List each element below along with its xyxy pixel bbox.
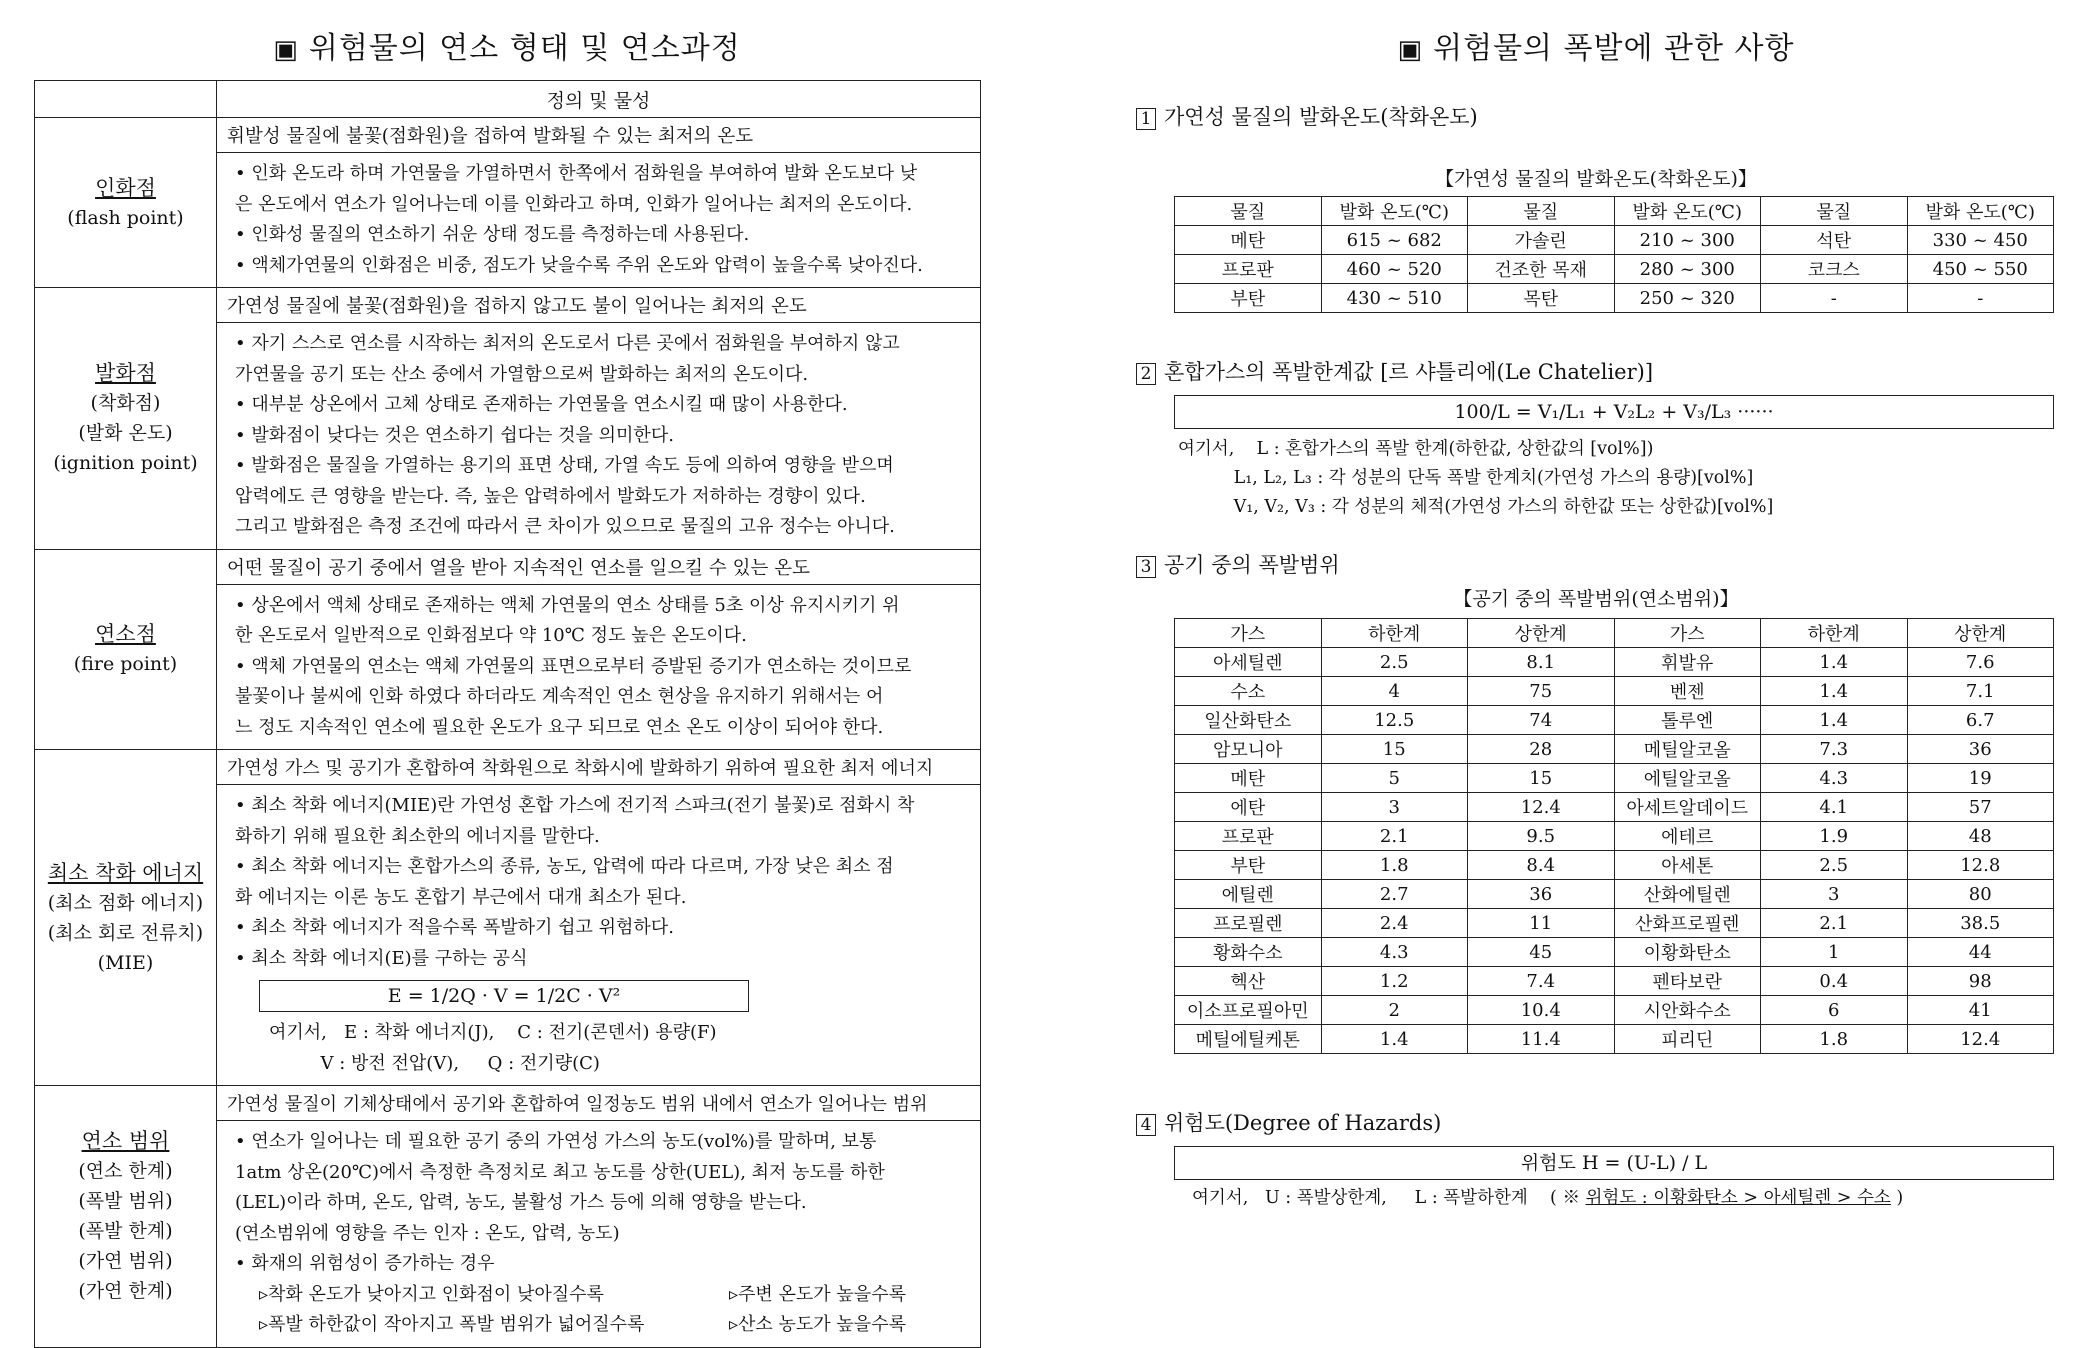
table-cell: 벤젠	[1614, 677, 1761, 706]
ignition-temp-table	[1174, 196, 2054, 313]
table-row	[1175, 822, 2054, 851]
table-row	[1175, 967, 2054, 996]
table-cell: 1.9	[1761, 822, 1908, 851]
table-cell: 4	[1321, 677, 1468, 706]
le-chatelier-formula: 100/L = V₁/L₁ + V₂L₂ + V₃/L₃ ······	[1174, 395, 2054, 429]
section-1-caption: 【가연성 물질의 발화온도(착화온도)】	[1435, 168, 1757, 190]
table-row	[1175, 909, 2054, 938]
term-ignition-point: 발화점 (착화점) (발화 온도) (ignition point)	[35, 288, 217, 550]
risk-pair-row: ▹착화 온도가 낮아지고 인화점이 낮아질수록 ▹주변 온도가 높을수록	[259, 1283, 906, 1305]
table-row: 프로판 460 ~ 520 건조한 목재 280 ~ 300 코크스 450 ~ 550	[1175, 255, 2054, 284]
table-cell: 산화프로필렌	[1614, 909, 1761, 938]
table-cell: 11.4	[1468, 1025, 1615, 1054]
table-cell: 5	[1321, 764, 1468, 793]
table-cell: 9.5	[1468, 822, 1615, 851]
table-row	[1175, 735, 2054, 764]
table-row	[1175, 648, 2054, 677]
table-cell: 2.1	[1321, 822, 1468, 851]
table-cell: 메틸알코올	[1614, 735, 1761, 764]
definition-flammable-range: 가연성 물질이 기체상태에서 공기와 혼합하여 일정농도 범위 내에서 연소가 일어나는 범위	[217, 1086, 981, 1121]
table-cell: 4.1	[1761, 793, 1908, 822]
table-cell: 산화에틸렌	[1614, 880, 1761, 909]
table-cell: 7.1	[1907, 677, 2054, 706]
table-cell: 에틸렌	[1175, 880, 1322, 909]
left-title: ▣ 위험물의 연소 형태 및 연소과정	[273, 31, 741, 66]
table-cell: 암모니아	[1175, 735, 1322, 764]
right-panel	[1136, 28, 2056, 1213]
desc-flammable-range: • 연소가 일어나는 데 필요한 공기 중의 가연성 가스의 농도(vol%)를 말하며, 보통 1atm 상온(20℃)에서 측정한 측정치로 최고 농도를 상한(UEL), 최저 농도를 하한 (LEL)이라 하며, 온도, 압력, 농도, 불활성 가스 등에 의해 영향을 받는다. (연소범위에 영향을 주는 인자 : 온도, 압력, 농도) • 화재의 위험성이 증가하는 경우 ▹착화 온도가 낮아지고 인화점이 낮아질수록 ▹주변 온도가 높을수록 ▹폭발 하한값이 작아지고 폭발 범위가 넓어질수록 ▹산소 농도가 높을수록	[217, 1121, 981, 1348]
table-cell: 이소프로필아민	[1175, 996, 1322, 1025]
combustion-table	[34, 80, 981, 1348]
risk-pair-row: ▹폭발 하한값이 작아지고 폭발 범위가 넓어질수록 ▹산소 농도가 높을수록	[259, 1314, 906, 1335]
table-cell: 1	[1761, 938, 1908, 967]
table-cell: 아세트알데이드	[1614, 793, 1761, 822]
table-cell: 12.5	[1321, 706, 1468, 735]
table-cell: 수소	[1175, 677, 1322, 706]
le-chatelier-note: L₁, L₂, L₃ : 각 성분의 단독 폭발 한계치(가연성 가스의 용량)[vol%]	[1178, 468, 1754, 488]
table-cell: 부탄	[1175, 851, 1322, 880]
table-cell: 45	[1468, 938, 1615, 967]
table-cell: 15	[1468, 764, 1615, 793]
table-cell: 98	[1907, 967, 2054, 996]
table-cell: 1.4	[1761, 677, 1908, 706]
table-cell: 8.4	[1468, 851, 1615, 880]
table-cell: 에탄	[1175, 793, 1322, 822]
table-cell: 프로판	[1175, 822, 1322, 851]
table-cell: 일산화탄소	[1175, 706, 1322, 735]
table-cell: 36	[1468, 880, 1615, 909]
table-cell: 57	[1907, 793, 2054, 822]
table-header-row: 가스 하한계 상한계 가스 하한계 상한계	[1175, 619, 2054, 648]
term-fire-point: 연소점 (fire point)	[35, 549, 217, 750]
table-cell: 10.4	[1468, 996, 1615, 1025]
table-row	[1175, 764, 2054, 793]
table-header: 정의 및 물성	[217, 81, 981, 118]
table-row	[1175, 677, 2054, 706]
table-cell: 36	[1907, 735, 2054, 764]
table-cell: 황화수소	[1175, 938, 1322, 967]
term-flammable-range: 연소 범위 (연소 한계) (폭발 범위) (폭발 한계) (가연 범위) (가연 한계)	[35, 1086, 217, 1348]
table-corner	[35, 81, 217, 118]
table-cell: 74	[1468, 706, 1615, 735]
table-row	[1175, 938, 2054, 967]
table-header-row: 물질 발화 온도(℃) 물질 발화 온도(℃) 물질 발화 온도(℃)	[1175, 197, 2054, 226]
definition-min-ignition-energy: 가연성 가스 및 공기가 혼합하여 착화원으로 착화시에 발화하기 위하여 필요한 최저 에너지	[217, 750, 981, 785]
table-cell: 펜타보란	[1614, 967, 1761, 996]
table-cell: 1.4	[1761, 706, 1908, 735]
table-cell: 12.4	[1468, 793, 1615, 822]
table-cell: 2.5	[1761, 851, 1908, 880]
table-cell: 3	[1761, 880, 1908, 909]
table-cell: 2	[1321, 996, 1468, 1025]
table-cell: 톨루엔	[1614, 706, 1761, 735]
table-cell: 헥산	[1175, 967, 1322, 996]
table-cell: 1.4	[1761, 648, 1908, 677]
section-2-title: 2 혼합가스의 폭발한계값 [르 샤틀리에(Le Chatelier)]	[1136, 355, 2056, 389]
table-cell: 6	[1761, 996, 1908, 1025]
table-cell: 아세톤	[1614, 851, 1761, 880]
table-cell: 44	[1907, 938, 2054, 967]
table-cell: 메탄	[1175, 764, 1322, 793]
table-cell: 4.3	[1321, 938, 1468, 967]
le-chatelier-note: V₁, V₂, V₃ : 각 성분의 체적(가연성 가스의 하한값 또는 상한값)[vol%]	[1178, 497, 1774, 517]
definition-flash-point: 휘발성 물질에 불꽃(점화원)을 접하여 발화될 수 있는 최저의 온도	[217, 118, 981, 153]
table-row	[1175, 880, 2054, 909]
table-cell: 15	[1321, 735, 1468, 764]
table-row	[1175, 851, 2054, 880]
table-cell: 피리딘	[1614, 1025, 1761, 1054]
table-cell: 1.4	[1321, 1025, 1468, 1054]
table-cell: 3	[1321, 793, 1468, 822]
table-cell: 28	[1468, 735, 1615, 764]
table-cell: 7.6	[1907, 648, 2054, 677]
table-cell: 12.8	[1907, 851, 2054, 880]
table-cell: 휘발유	[1614, 648, 1761, 677]
table-cell: 19	[1907, 764, 2054, 793]
desc-ignition-point: • 자기 스스로 연소를 시작하는 최저의 온도로서 다른 곳에서 점화원을 부여하지 않고 가연물을 공기 또는 산소 중에서 가열함으로써 발화하는 최저의 온도이다. • 대부분 상온에서 고체 상태로 존재하는 가연물을 연소시킬 때 많이 사용한다. • 발화점이 낮다는 것은 연소하기 쉽다는 것을 의미한다. • 발화점은 물질을 가열하는 용기의 표면 상태, 가열 속도 등에 의하여 영향을 받으며 압력에도 큰 영향을 받는다. 즉, 높은 압력하에서 발화도가 저하하는 경향이 있다. 그리고 발화점은 측정 조건에 따라서 큰 차이가 있으므로 물질의 고유 정수는 아니다.	[217, 323, 981, 550]
mie-formula: E = 1/2Q · V = 1/2C · V²	[259, 980, 749, 1012]
left-panel	[34, 28, 980, 1348]
table-cell: 4.3	[1761, 764, 1908, 793]
table-row	[1175, 996, 2054, 1025]
table-cell: 2.4	[1321, 909, 1468, 938]
table-cell: 80	[1907, 880, 2054, 909]
table-cell: 아세틸렌	[1175, 648, 1322, 677]
table-cell: 41	[1907, 996, 2054, 1025]
le-chatelier-note: 여기서, L : 혼합가스의 폭발 한계(하한값, 상한값의 [vol%])	[1178, 439, 1654, 459]
table-cell: 이황화탄소	[1614, 938, 1761, 967]
table-cell: 0.4	[1761, 967, 1908, 996]
right-title: ▣ 위험물의 폭발에 관한 사항	[1397, 31, 1795, 66]
explosion-range-table	[1174, 618, 2054, 1054]
section-1-title: 1 가연성 물질의 발화온도(착화온도)	[1136, 100, 2056, 134]
term-min-ignition-energy: 최소 착화 에너지 (최소 점화 에너지) (최소 회로 전류치) (MIE)	[35, 750, 217, 1086]
table-row	[1175, 1025, 2054, 1054]
table-row: 부탄 430 ~ 510 목탄 250 ~ 320 - -	[1175, 284, 2054, 313]
table-cell: 48	[1907, 822, 2054, 851]
table-cell: 메틸에틸케톤	[1175, 1025, 1322, 1054]
desc-fire-point: • 상온에서 액체 상태로 존재하는 액체 가연물의 연소 상태를 5초 이상 유지시키기 위 한 온도로서 일반적으로 인화점보다 약 10℃ 정도 높은 온도이다. • 액체 가연물의 연소는 액체 가연물의 표면으로부터 증발된 증기가 연소하는 것이므로 불꽃이나 불씨에 인화 하였다 하더라도 계속적인 연소 현상을 유지하기 위해서는 어 느 정도 지속적인 연소에 필요한 온도가 요구 되므로 연소 온도 이상이 되어야 한다.	[217, 584, 981, 750]
table-cell: 에틸알코올	[1614, 764, 1761, 793]
table-cell: 1.8	[1321, 851, 1468, 880]
table-row: 메탄 615 ~ 682 가솔린 210 ~ 300 석탄 330 ~ 450	[1175, 226, 2054, 255]
table-cell: 75	[1468, 677, 1615, 706]
term-flash-point: 인화점 (flash point)	[35, 118, 217, 288]
section-4-title: 4 위험도(Degree of Hazards)	[1136, 1106, 2056, 1140]
table-cell: 7.3	[1761, 735, 1908, 764]
table-cell: 2.7	[1321, 880, 1468, 909]
table-cell: 8.1	[1468, 648, 1615, 677]
table-row	[1175, 706, 2054, 735]
section-3-caption: 【공기 중의 폭발범위(연소범위)】	[1453, 588, 1739, 610]
hazard-note: 여기서, U : 폭발상한계, L : 폭발하한계 ( ※ 위험도 : 이황화탄소 > 아세틸렌 > 수소 )	[1192, 1188, 1904, 1208]
table-cell: 12.4	[1907, 1025, 2054, 1054]
table-cell: 11	[1468, 909, 1615, 938]
table-cell: 1.8	[1761, 1025, 1908, 1054]
square-bullet-icon: ▣	[1397, 35, 1424, 65]
table-cell: 7.4	[1468, 967, 1615, 996]
desc-flash-point: • 인화 온도라 하며 가연물을 가열하면서 한쪽에서 점화원을 부여하여 발화 온도보다 낮 은 온도에서 연소가 일어나는데 이를 인화라고 하며, 인화가 일어나는 최저의 온도이다. • 인화성 물질의 연소하기 쉬운 상태 정도를 측정하는데 사용된다. • 액체가연물의 인화점은 비중, 점도가 낮을수록 주위 온도와 압력이 높을수록 낮아진다.	[217, 153, 981, 288]
table-cell: 에테르	[1614, 822, 1761, 851]
table-cell: 프로필렌	[1175, 909, 1322, 938]
definition-fire-point: 어떤 물질이 공기 중에서 열을 받아 지속적인 연소를 일으킬 수 있는 온도	[217, 549, 981, 584]
desc-min-ignition-energy: • 최소 착화 에너지(MIE)란 가연성 혼합 가스에 전기적 스파크(전기 불꽃)로 점화시 착 화하기 위해 필요한 최소한의 에너지를 말한다. • 최소 착화 에너지는 혼합가스의 종류, 농도, 압력에 따라 다르며, 가장 낮은 최소 점 화 에너지는 이론 농도 혼합기 부근에서 대개 최소가 된다. • 최소 착화 에너지가 적을수록 폭발하기 쉽고 위험하다. • 최소 착화 에너지(E)를 구하는 공식 E = 1/2Q · V = 1/2C · V² 여기서, E : 착화 에너지(J), C : 전기(콘덴서) 용량(F) V : 방전 전압(V), Q : 전기량(C)	[217, 785, 981, 1086]
hazard-formula: 위험도 H = (U-L) / L	[1174, 1146, 2054, 1180]
section-3-title: 3 공기 중의 폭발범위	[1136, 548, 2056, 582]
square-bullet-icon: ▣	[273, 35, 299, 65]
table-cell: 6.7	[1907, 706, 2054, 735]
table-cell: 38.5	[1907, 909, 2054, 938]
definition-ignition-point: 가연성 물질에 불꽃(점화원)을 접하지 않고도 불이 일어나는 최저의 온도	[217, 288, 981, 323]
table-cell: 2.5	[1321, 648, 1468, 677]
table-row	[1175, 793, 2054, 822]
table-cell: 2.1	[1761, 909, 1908, 938]
table-cell: 1.2	[1321, 967, 1468, 996]
table-cell: 시안화수소	[1614, 996, 1761, 1025]
